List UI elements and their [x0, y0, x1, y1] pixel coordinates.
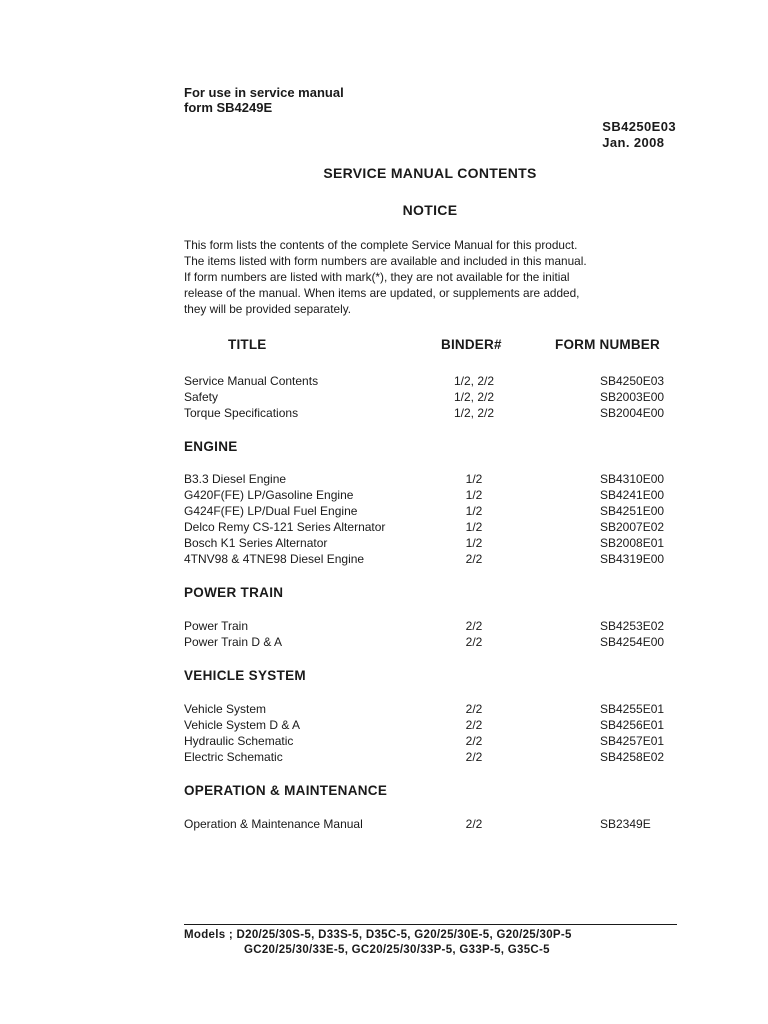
row-form-number: SB4254E00	[600, 635, 665, 649]
row-binder: 2/2	[465, 635, 483, 649]
table-row	[184, 750, 674, 766]
table-row	[184, 488, 674, 504]
column-header-title: TITLE	[228, 337, 267, 352]
row-title: 4TNV98 & 4TNE98 Diesel Engine	[184, 552, 365, 566]
row-binder: 1/2	[465, 488, 483, 502]
row-title: G424F(FE) LP/Dual Fuel Engine	[184, 504, 358, 518]
form-date: Jan. 2008	[602, 135, 665, 150]
row-form-number: SB4257E01	[600, 734, 665, 748]
row-form-number: SB4319E00	[600, 552, 665, 566]
column-header-form: FORM NUMBER	[555, 337, 660, 352]
section-heading-engine: ENGINE	[184, 439, 238, 454]
section-heading-power-train: POWER TRAIN	[184, 585, 284, 600]
table-row	[184, 406, 674, 422]
section-heading-vehicle-system: VEHICLE SYSTEM	[184, 668, 306, 683]
document-title: SERVICE MANUAL CONTENTS	[323, 165, 537, 181]
row-title: B3.3 Diesel Engine	[184, 472, 287, 486]
row-binder: 2/2	[465, 552, 483, 566]
row-binder: 1/2, 2/2	[453, 406, 495, 420]
table-row	[184, 734, 674, 750]
row-form-number: SB4253E02	[600, 619, 665, 633]
row-form-number: SB2004E00	[600, 406, 665, 420]
row-binder: 1/2, 2/2	[453, 390, 495, 404]
row-form-number: SB2349E	[600, 817, 651, 831]
table-row	[184, 552, 674, 568]
row-binder: 2/2	[465, 718, 483, 732]
notice-line: This form lists the contents of the complete Service Manual for this product.	[184, 238, 578, 252]
table-row	[184, 374, 674, 390]
row-title: Vehicle System	[184, 702, 267, 716]
row-form-number: SB4251E00	[600, 504, 665, 518]
models-line2: GC20/25/30/33E-5, GC20/25/30/33P-5, G33P-5, G35C-5	[244, 944, 550, 956]
row-title: Electric Schematic	[184, 750, 283, 764]
footer-divider	[184, 924, 677, 925]
form-id-block	[602, 119, 676, 151]
table-row	[184, 520, 674, 536]
row-form-number: SB2007E02	[600, 520, 665, 534]
table-row	[184, 472, 674, 488]
row-binder: 1/2	[465, 504, 483, 518]
row-title: Torque Specifications	[184, 406, 299, 420]
table-row	[184, 390, 674, 406]
notice-line: The items listed with form numbers are available and included in this manual.	[184, 254, 587, 268]
row-binder: 2/2	[465, 702, 483, 716]
row-form-number: SB4241E00	[600, 488, 665, 502]
row-title: Operation & Maintenance Manual	[184, 817, 363, 831]
row-title: Service Manual Contents	[184, 374, 319, 388]
row-binder: 2/2	[465, 734, 483, 748]
row-title: Hydraulic Schematic	[184, 734, 294, 748]
row-form-number: SB4310E00	[600, 472, 665, 486]
section-heading-operation-maintenance: OPERATION & MAINTENANCE	[184, 783, 388, 798]
table-row	[184, 718, 674, 734]
row-form-number: SB4258E02	[600, 750, 665, 764]
notice-line: release of the manual. When items are updated, or supplements are added,	[184, 286, 580, 300]
row-title: G420F(FE) LP/Gasoline Engine	[184, 488, 354, 502]
form-number: SB4250E03	[602, 119, 676, 134]
row-binder: 1/2	[465, 536, 483, 550]
row-title: Vehicle System D & A	[184, 718, 301, 732]
models-footer	[184, 928, 572, 958]
use-note-line1: For use in service manual	[184, 85, 344, 100]
row-binder: 2/2	[465, 750, 483, 764]
row-form-number: SB4256E01	[600, 718, 665, 732]
notice-line: they will be provided separately.	[184, 302, 351, 316]
row-form-number: SB4255E01	[600, 702, 665, 716]
row-title: Bosch K1 Series Alternator	[184, 536, 328, 550]
row-form-number: SB4250E03	[600, 374, 665, 388]
row-form-number: SB2008E01	[600, 536, 665, 550]
models-line1: Models ; D20/25/30S-5, D33S-5, D35C-5, G20/25/30E-5, G20/25/30P-5	[184, 929, 572, 941]
table-row	[184, 619, 674, 635]
table-row	[184, 536, 674, 552]
row-binder: 2/2	[465, 619, 483, 633]
row-binder: 2/2	[465, 817, 483, 831]
table-row	[184, 635, 674, 651]
row-binder: 1/2	[465, 520, 483, 534]
notice-heading: NOTICE	[402, 202, 458, 218]
table-row	[184, 817, 674, 833]
row-title: Power Train D & A	[184, 635, 283, 649]
notice-line: If form numbers are listed with mark(*), they are not available for the initial	[184, 270, 570, 284]
row-title: Safety	[184, 390, 219, 404]
row-title: Power Train	[184, 619, 249, 633]
use-note-line2: form SB4249E	[184, 100, 273, 115]
row-title: Delco Remy CS-121 Series Alternator	[184, 520, 386, 534]
row-binder: 1/2	[465, 472, 483, 486]
notice-text	[184, 237, 664, 317]
column-header-binder: BINDER#	[441, 337, 502, 352]
use-note	[184, 85, 344, 115]
row-binder: 1/2, 2/2	[453, 374, 495, 388]
table-row	[184, 702, 674, 718]
table-row	[184, 504, 674, 520]
row-form-number: SB2003E00	[600, 390, 665, 404]
